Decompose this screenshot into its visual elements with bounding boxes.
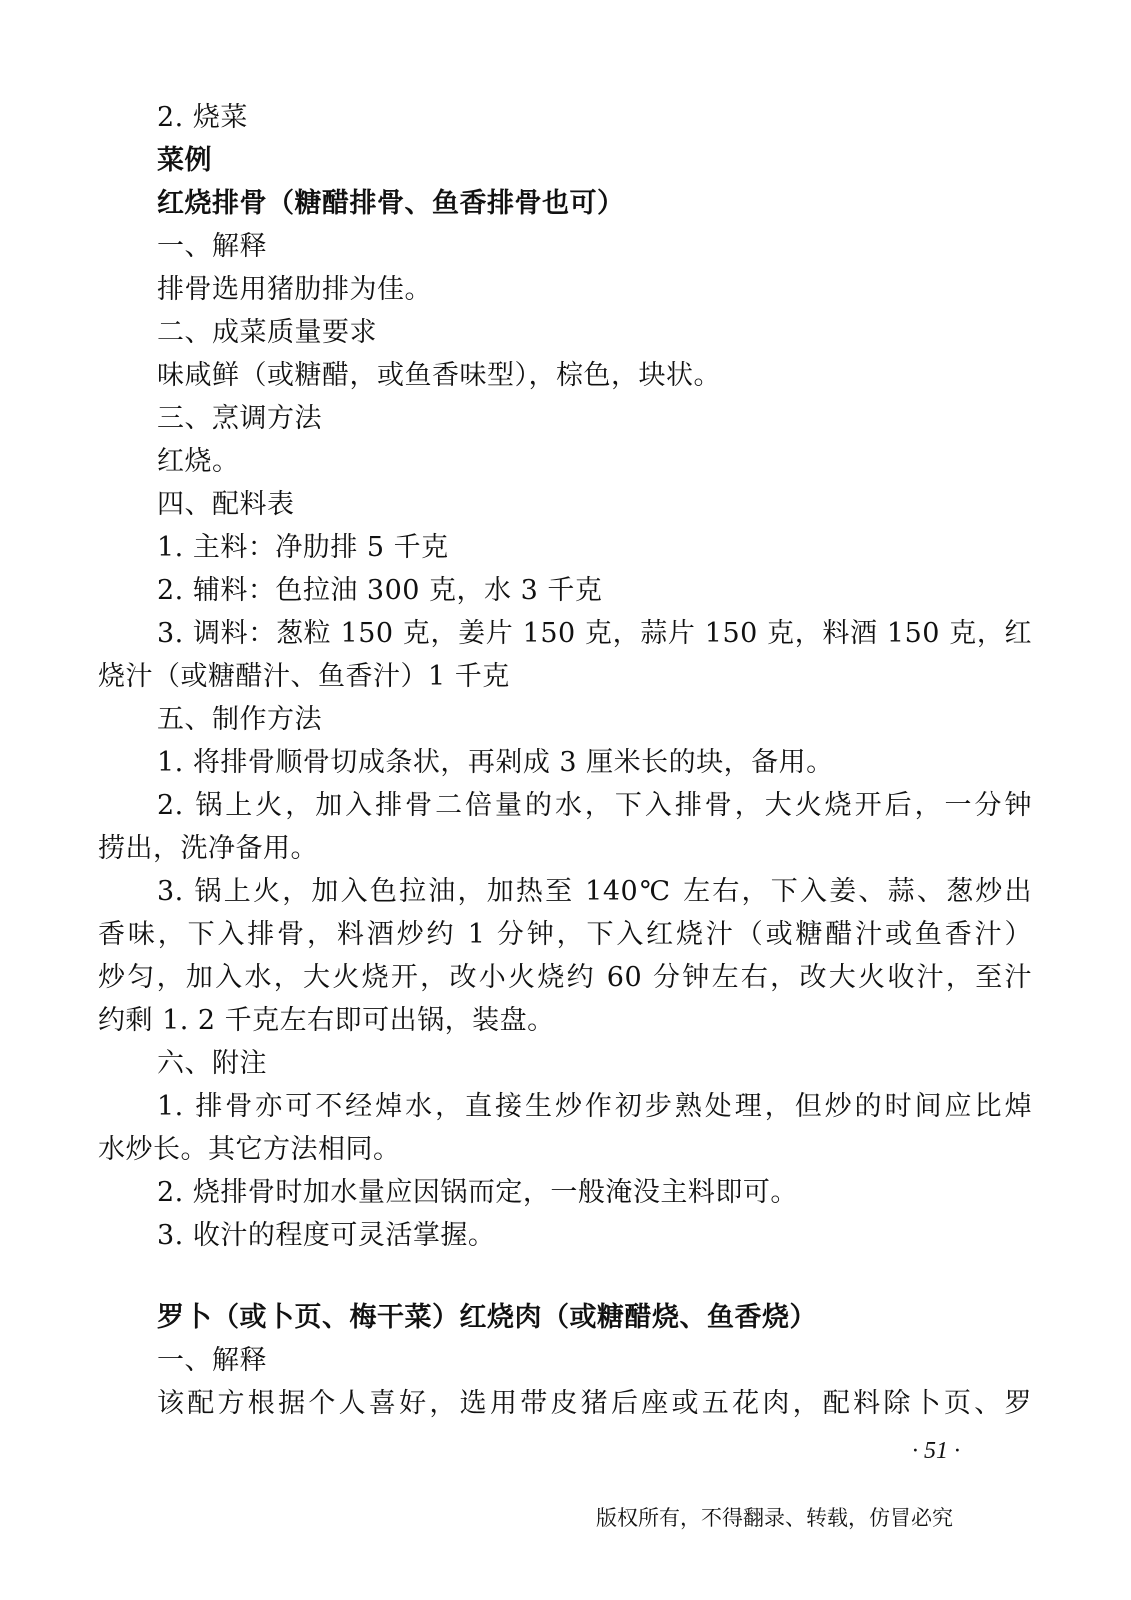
recipe1-ingredient-main: 1. 主料：净肋排 5 千克 [157, 532, 449, 563]
recipe1-heading-ingredients: 四、配料表 [157, 489, 295, 520]
recipe1-note2: 2. 烧排骨时加水量应因锅而定，一般淹没主料即可。 [157, 1177, 798, 1208]
recipe1-step3-line3: 炒匀，加入水，大火烧开，改小火烧约 60 分钟左右，改大火收汁，至汁 [98, 962, 1032, 993]
recipe1-title: 红烧排骨（糖醋排骨、鱼香排骨也可） [157, 188, 625, 219]
recipe1-heading-explain: 一、解释 [157, 231, 267, 262]
section-heading: 2. 烧菜 [157, 102, 248, 133]
recipe1-step3-line2: 香味，下入排骨，料酒炒约 1 分钟，下入红烧汁（或糖醋汁或鱼香汁） [98, 919, 1032, 950]
recipe1-explain-text: 排骨选用猪肋排为佳。 [157, 274, 432, 305]
recipe1-heading-quality: 二、成菜质量要求 [157, 317, 377, 348]
recipe1-ingredient-seasoning-line1: 3. 调料：葱粒 150 克，姜片 150 克，蒜片 150 克，料酒 150 克，红 [157, 618, 1032, 649]
recipe1-quality-text: 味咸鲜（或糖醋，或鱼香味型），棕色，块状。 [157, 360, 721, 391]
recipe2-heading-explain: 一、解释 [157, 1345, 267, 1376]
recipe1-step2-line1: 2. 锅上火，加入排骨二倍量的水，下入排骨，大火烧开后，一分钟 [157, 790, 1032, 821]
recipe1-ingredient-seasoning-line2: 烧汁（或糖醋汁、鱼香汁）1 千克 [98, 661, 510, 692]
recipe1-note1-line2: 水炒长。其它方法相同。 [98, 1134, 401, 1165]
recipe1-heading-steps: 五、制作方法 [157, 704, 322, 735]
recipe1-step2-line2: 捞出，洗净备用。 [98, 833, 318, 864]
recipe1-heading-notes: 六、附注 [157, 1048, 267, 1079]
recipe2-title: 罗卜（或卜页、梅干菜）红烧肉（或糖醋烧、鱼香烧） [157, 1302, 817, 1333]
page-number: · 51 · [912, 1438, 960, 1464]
recipe1-note1-line1: 1. 排骨亦可不经焯水，直接生炒作初步熟处理，但炒的时间应比焯 [157, 1091, 1032, 1122]
recipe1-method-text: 红烧。 [157, 446, 240, 477]
recipe1-heading-method: 三、烹调方法 [157, 403, 322, 434]
recipe1-step3-line1: 3. 锅上火，加入色拉油，加热至 140℃ 左右，下入姜、蒜、葱炒出 [157, 876, 1032, 907]
copyright-notice: 版权所有，不得翻录、转载，仿冒必究 [596, 1506, 953, 1530]
recipe1-step3-line4: 约剩 1. 2 千克左右即可出锅，装盘。 [98, 1005, 555, 1036]
recipe1-note3: 3. 收汁的程度可灵活掌握。 [157, 1220, 496, 1251]
recipe1-ingredient-aux: 2. 辅料：色拉油 300 克，水 3 千克 [157, 575, 603, 606]
example-label: 菜例 [157, 145, 212, 176]
recipe1-step1: 1. 将排骨顺骨切成条状，再剁成 3 厘米长的块，备用。 [157, 747, 834, 778]
recipe2-explain-text: 该配方根据个人喜好，选用带皮猪后座或五花肉，配料除卜页、罗 [157, 1388, 1032, 1419]
